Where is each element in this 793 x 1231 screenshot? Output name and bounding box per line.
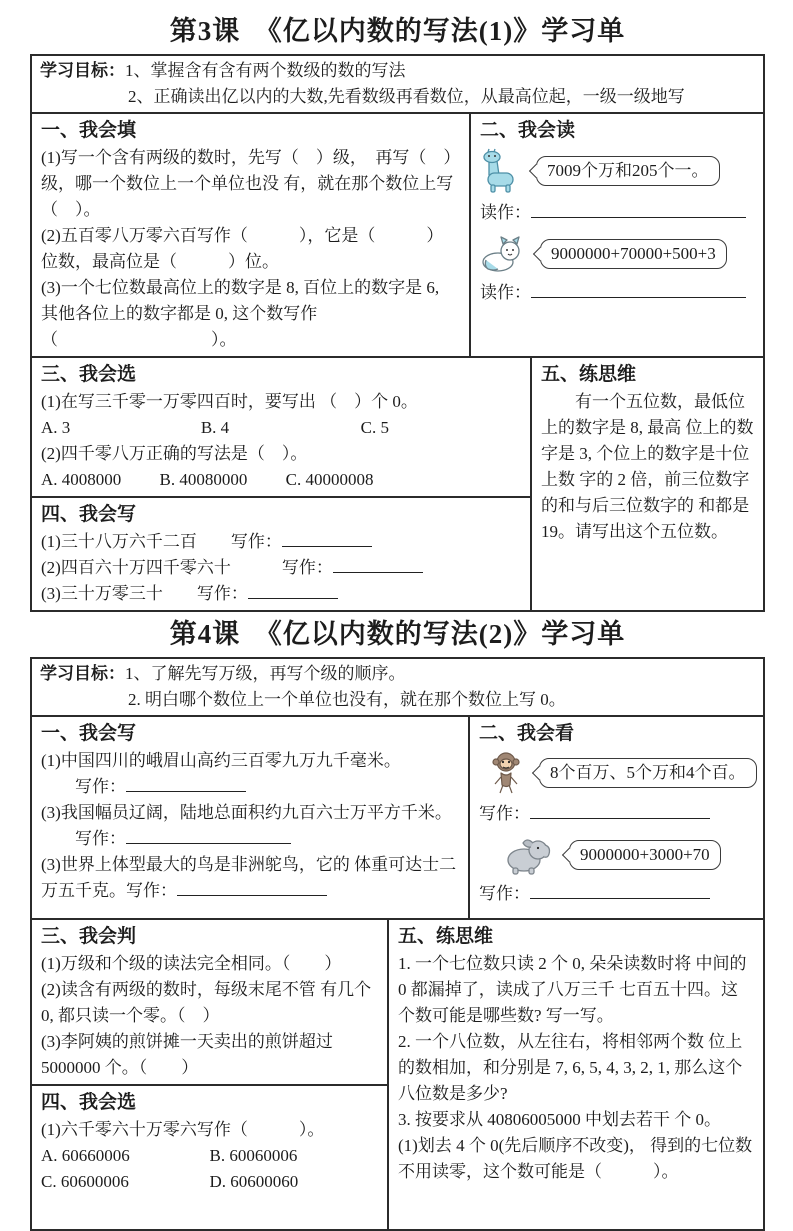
write-label: 写作：	[75, 829, 126, 848]
fill-q3: (3)一个七位数最高位上的数字是 8, 百位上的数字是 6, 其他各位上的数字都是 0, 这个数写作（ ）。	[41, 278, 440, 349]
option-a[interactable]: A. 3	[41, 418, 71, 437]
fill-q1: (1)写一个含有两级的数时，先写（ ）级， 再写（ ）级，哪一个数位上一个单位也没 有，就在那个数位上写（ ）。	[41, 148, 454, 219]
speech-row-giraffe	[480, 148, 754, 194]
read-label: 读作：	[480, 203, 531, 222]
write-label: 写作：	[479, 884, 530, 903]
box-write	[32, 496, 530, 610]
judge-q2: (2)读含有两级的数时，每级末尾不管 有几个 0, 都只读一个零。（ ）	[41, 980, 372, 1025]
box-choose-2	[32, 1084, 387, 1229]
box-choose	[32, 358, 530, 496]
lesson3-table	[30, 54, 765, 612]
goals-label: 学习目标：	[40, 664, 125, 683]
lesson4-title: 第4课 《亿以内数的写法(2)》学习单	[169, 619, 626, 649]
lesson3-row1	[32, 112, 763, 356]
answer-blank[interactable]	[531, 201, 746, 218]
think-body: 有一个五位数，最低位上的数字是 8, 最高 位上的数字是 3, 个位上的数字是十位上数 字的 2 倍，前三位数字的和与后三位数字的 和都是 19。请写出这个五位数。	[541, 392, 754, 541]
choose-q1: (1)在写三千零一万零四百时，要写出 （ ）个 0。	[41, 392, 418, 411]
lesson4-goals	[32, 659, 763, 715]
box-judge	[32, 920, 387, 1084]
box-choose-heading: 三、我会选	[41, 364, 137, 385]
box-read-heading: 二、我会读	[480, 120, 576, 141]
fill-q2: (2)五百零八万零六百写作（ ），它是（ ）位数，最高位是（ ）位。	[41, 226, 444, 271]
goals-line-1	[40, 661, 755, 687]
think2-para-4: (1)划去 4 个 0(先后顺序不改变)， 得到的七位数不用读零，这个数可能是（ ）。	[398, 1136, 753, 1181]
answer-blank[interactable]	[126, 827, 291, 844]
write2-item-3: (3)世界上体型最大的鸟是非洲鸵鸟，它的 体重可达士二万五千克。写作：	[41, 855, 457, 900]
goal-text-1: 1、了解先写万级，再写个级的顺序。	[125, 664, 406, 683]
write-item-2: (2)四百六十万四千零六十 写作：	[41, 555, 521, 581]
option-b[interactable]: B. 40080000	[159, 470, 248, 489]
choose-q2-options	[41, 467, 521, 493]
write2-item-2: (3)我国幅员辽阔，陆地总面积约九百六士万平方千米。	[41, 803, 452, 822]
lesson3-title: 第3课 《亿以内数的写法(1)》学习单	[169, 16, 626, 46]
write-label: 写作：	[479, 804, 530, 823]
box-think-heading: 五、练思维	[541, 364, 637, 385]
look-bubble-1: 8个百万、5个万和4个百。	[539, 758, 757, 788]
goals-line-2: 2、正确读出亿以内的大数,先看数级再看数位，从最高位起，一级一级地写	[128, 87, 685, 106]
goal-text-1: 1、掌握含有含有两个数级的数的写法	[125, 61, 406, 80]
option-b[interactable]: B. 4	[200, 418, 230, 437]
think2-para-1: 1. 一个七位数只读 2 个 0, 朵朵读数时将 中间的 0 都漏掉了，读成了八万三千 七百五十四。这个数可能是哪些数? 写一写。	[398, 954, 747, 1025]
lesson4-table	[30, 657, 765, 1231]
option-c[interactable]: C. 60600006	[41, 1172, 129, 1191]
option-a[interactable]: A. 4008000	[41, 470, 122, 489]
write-item-3: (3)三十万零三十 写作：	[41, 581, 521, 607]
think2-para-2: 2. 一个八位数，从左往右，将相邻两个数 位上的数相加，和分别是 7, 6, 5, 4, 3, 2, 1, 那么这个八位数是多少?	[398, 1032, 743, 1103]
box-think2-heading: 五、练思维	[398, 926, 494, 947]
look-bubble-2: 9000000+3000+70	[569, 840, 721, 870]
lesson3-row2	[32, 356, 763, 610]
answer-blank[interactable]	[531, 281, 746, 298]
option-a[interactable]: A. 60660006	[41, 1146, 130, 1165]
box-write-heading: 四、我会写	[41, 504, 137, 525]
monkey-icon	[489, 751, 523, 795]
answer-blank[interactable]	[282, 530, 372, 547]
speech-row-dog	[480, 234, 754, 274]
dog-icon	[480, 234, 524, 274]
box-think-1	[530, 358, 763, 610]
write-item-1: (1)三十八万六千二百 写作：	[41, 529, 521, 555]
answer-blank[interactable]	[530, 802, 710, 819]
read-bubble-2: 9000000+70000+500+3	[540, 239, 727, 269]
option-c[interactable]: C. 40000008	[285, 470, 374, 489]
box-look	[468, 717, 766, 918]
box-write-2	[32, 717, 468, 918]
judge-q1: (1)万级和个级的读法完全相同。（ ）	[41, 954, 342, 973]
box-judge-heading: 三、我会判	[41, 926, 137, 947]
option-b[interactable]: B. 60060006	[209, 1146, 298, 1165]
write2-answer-1	[41, 774, 459, 800]
box-choose2-heading: 四、我会选	[41, 1092, 137, 1113]
goals-label: 学习目标：	[40, 61, 125, 80]
box-write2-heading: 一、我会写	[41, 723, 137, 744]
speech-row-monkey	[489, 751, 757, 795]
choose-q2: (2)四千零八万正确的写法是（ ）。	[41, 444, 308, 463]
read-label: 读作：	[480, 283, 531, 302]
option-c[interactable]: C. 5	[360, 418, 389, 437]
box-fill-heading: 一、我会填	[41, 120, 137, 141]
choose2-options	[41, 1143, 378, 1195]
think2-para-3: 3. 按要求从 40806005000 中划去若干 个 0。	[398, 1110, 721, 1129]
read-answer-1	[480, 200, 754, 226]
box-think-2	[387, 920, 763, 1229]
look-answer-2	[479, 881, 757, 907]
write2-answer-2	[41, 826, 459, 852]
speech-row-elephant	[505, 835, 757, 875]
box-fill	[32, 114, 469, 356]
lesson3-left-stack	[32, 358, 530, 610]
elephant-icon	[505, 835, 553, 875]
judge-q3: (3)李阿姨的煎饼摊一天卖出的煎饼超过 5000000 个。（ ）	[41, 1032, 333, 1077]
read-bubble-1: 7009个万和205个一。	[536, 156, 720, 186]
answer-blank[interactable]	[126, 775, 246, 792]
answer-blank[interactable]	[333, 556, 423, 573]
lesson3-goals	[32, 56, 763, 112]
goals-line-2: 2. 明白哪个数位上一个单位也没有，就在那个数位上写 0。	[128, 690, 566, 709]
choose2-q1: (1)六千零六十万零六写作（ ）。	[41, 1120, 325, 1139]
lesson4-left-stack	[32, 920, 387, 1229]
box-read	[469, 114, 763, 356]
lesson3-section	[30, 14, 765, 612]
read-answer-2	[480, 280, 754, 306]
lesson4-row2	[32, 918, 763, 1229]
box-look-heading: 二、我会看	[479, 723, 575, 744]
write2-item-1: (1)中国四川的峨眉山高约三百零九万九千毫米。	[41, 751, 401, 770]
answer-blank[interactable]	[530, 882, 710, 899]
choose-q1-options	[41, 415, 521, 441]
lesson4-row1	[32, 715, 763, 918]
answer-blank[interactable]	[177, 879, 327, 896]
goals-line-1	[40, 58, 755, 84]
option-d[interactable]: D. 60600060	[209, 1172, 299, 1191]
answer-blank[interactable]	[248, 582, 338, 599]
lesson4-section	[30, 617, 765, 1231]
look-answer-1	[479, 801, 757, 827]
giraffe-icon	[480, 148, 520, 194]
write-label: 写作：	[75, 777, 126, 796]
